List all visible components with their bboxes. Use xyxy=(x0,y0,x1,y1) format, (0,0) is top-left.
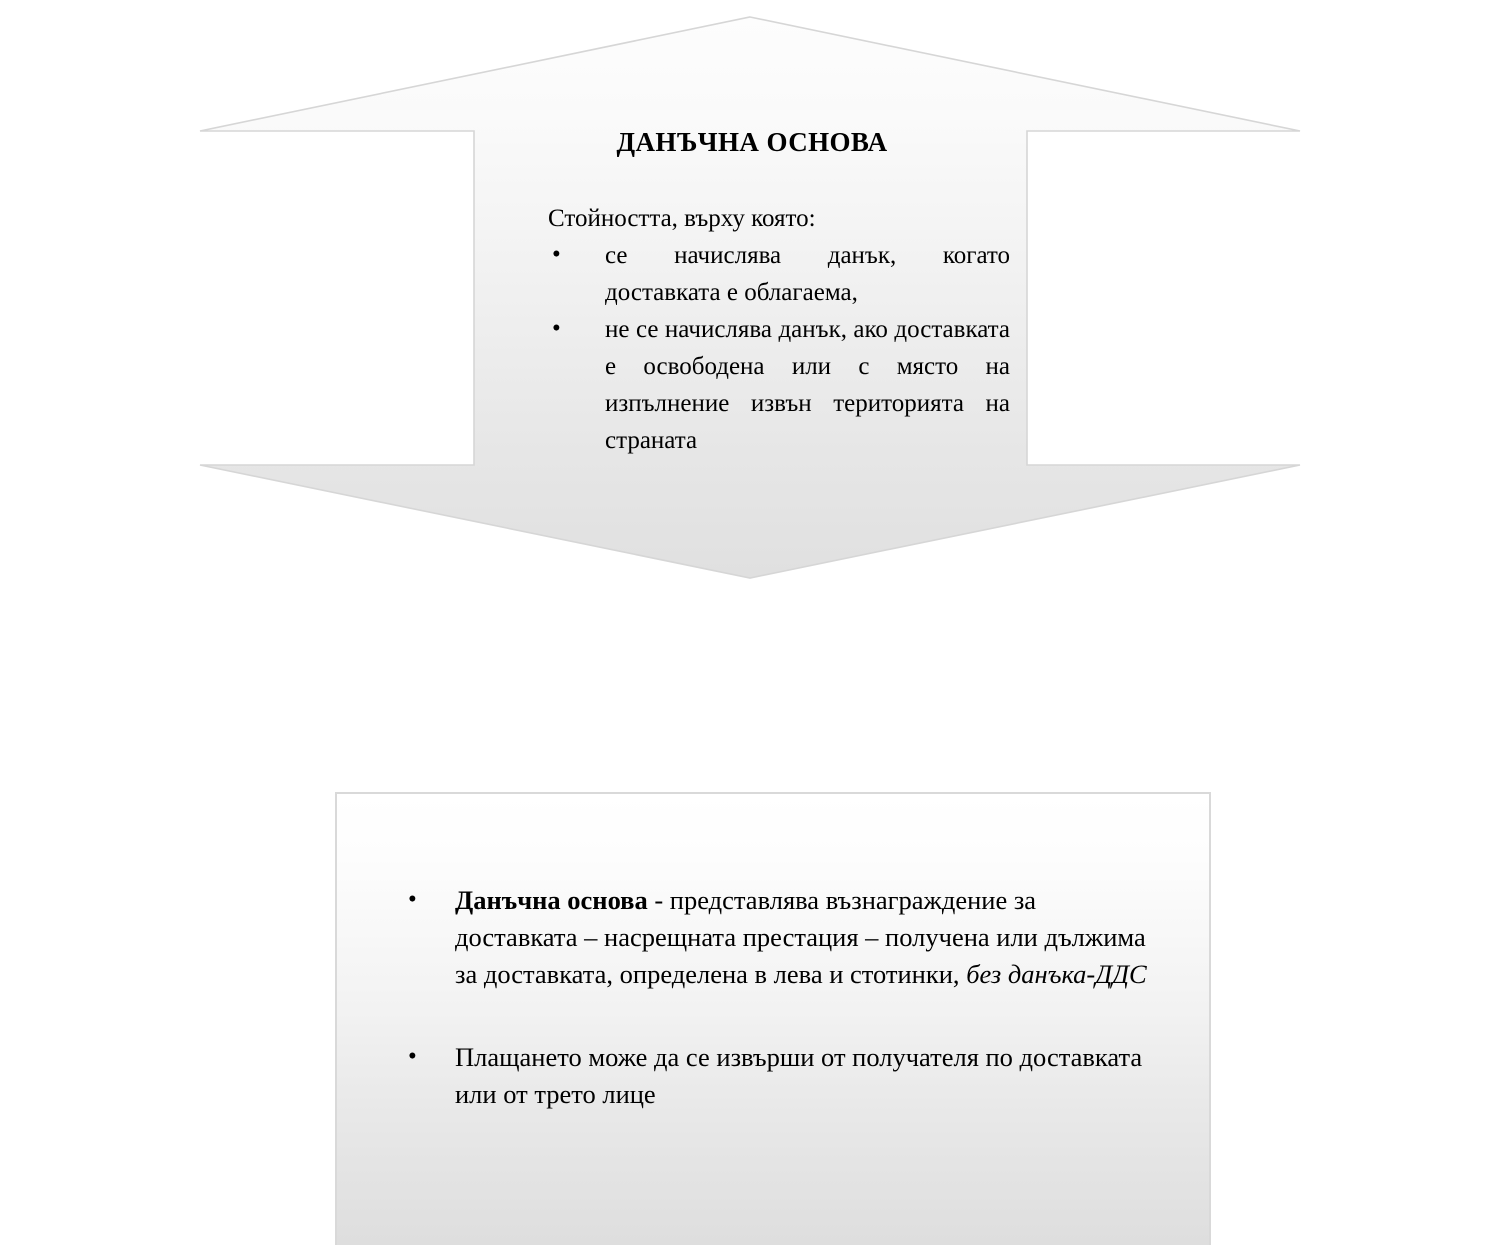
bottom-bullet-main-text: - представлява възнаграждение за доставката – насрещната престация – получена или дължима за доставката, определена в лева и стотинки, xyxy=(455,885,1146,989)
bottom-bullet-italic-tail: без данъка-ДДС xyxy=(966,959,1147,989)
arrow-bullet-list xyxy=(548,237,1010,459)
bottom-bullet-item xyxy=(407,1039,1147,1113)
arrow-bullet-text: не се начислява данък, ако доставката е освободена или с място на изпълнение извън територията на страната xyxy=(605,316,1010,454)
arrow-bullet-item xyxy=(548,237,1010,311)
arrow-bullet-item xyxy=(548,311,1010,459)
arrow-bullet-text: се начислява данък, когато доставката е облагаема, xyxy=(605,242,1010,306)
bottom-bullet-main-text: Плащането може да се извърши от получателя по доставката или от трето лице xyxy=(455,1042,1143,1109)
bottom-content-box xyxy=(335,792,1211,1245)
arrow-title: ДАНЪЧНА ОСНОВА xyxy=(616,127,888,157)
arrow-body-text xyxy=(548,200,1010,459)
bottom-bullet-list xyxy=(407,882,1147,1113)
bottom-bullet-item xyxy=(407,882,1147,993)
arrow-intro-line: Стойността, върху която: xyxy=(548,205,816,232)
bottom-bullet-bold-lead: Данъчна основа xyxy=(455,885,648,915)
